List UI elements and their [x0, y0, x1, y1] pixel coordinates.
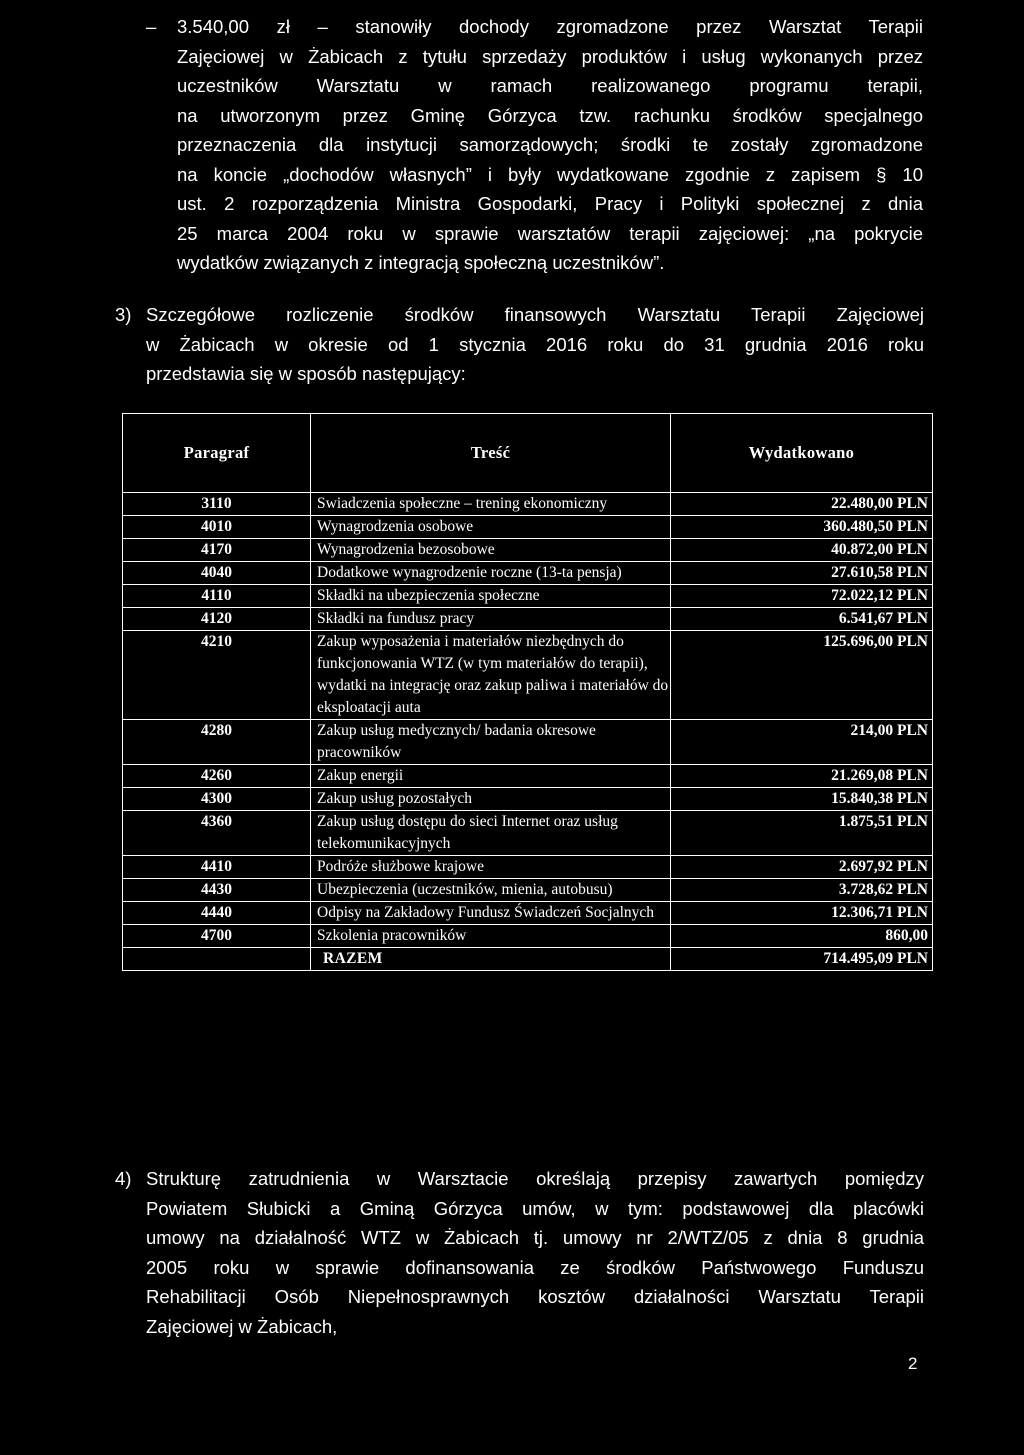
header-paragraf: Paragraf — [123, 414, 311, 493]
row-amount: 40.872,00 PLN — [671, 539, 933, 562]
text-line: na utworzonym przez Gminę Górzyca tzw. rachunku środków specjalnego — [177, 104, 923, 126]
table-row — [123, 562, 933, 585]
row-code: 4260 — [123, 765, 311, 788]
row-description: Wynagrodzenia osobowe — [311, 516, 671, 539]
text-line: w Żabicach w okresie od 1 stycznia 2016 roku do 31 grudnia 2016 roku — [146, 333, 924, 355]
text-line: Strukturę zatrudnienia w Warsztacie określają przepisy zawartych pomiędzy — [146, 1168, 924, 1189]
row-code: 3110 — [123, 493, 311, 516]
row-amount: 12.306,71 PLN — [671, 902, 933, 925]
text-line: Szczegółowe rozliczenie środków finansowych Warsztatu Terapii Zajęciowej — [146, 304, 924, 325]
table-row — [123, 902, 933, 925]
row-code: 4040 — [123, 562, 311, 585]
row-amount: 2.697,92 PLN — [671, 856, 933, 879]
row-code: 4440 — [123, 902, 311, 925]
list-number: 4) — [115, 1168, 132, 1189]
row-amount: 125.696,00 PLN — [671, 631, 933, 720]
row-amount: 15.840,38 PLN — [671, 788, 933, 811]
table-row — [123, 631, 933, 720]
page-number: 2 — [908, 1354, 918, 1373]
row-code: 4410 — [123, 856, 311, 879]
text-line: przedstawia się w sposób następujący: — [146, 363, 466, 384]
row-amount: 3.728,62 PLN — [671, 879, 933, 902]
total-label: RAZEM — [311, 948, 671, 971]
text-line: 3.540,00 zł – stanowiły dochody zgromadzone przez Warsztat Terapii — [177, 16, 923, 37]
table-header-row — [123, 414, 933, 493]
row-code: 4360 — [123, 811, 311, 856]
row-description: Składki na fundusz pracy — [311, 608, 671, 631]
row-amount: 22.480,00 PLN — [671, 493, 933, 516]
paragraph-employment — [146, 1164, 924, 1341]
list-number: 3) — [115, 304, 132, 325]
row-code: 4280 — [123, 720, 311, 765]
expenditure-table — [122, 413, 933, 971]
paragraph-income — [177, 12, 923, 278]
row-code: 4110 — [123, 585, 311, 608]
table-row — [123, 539, 933, 562]
table-body — [123, 493, 933, 971]
row-amount: 360.480,50 PLN — [671, 516, 933, 539]
text-line: ust. 2 rozporządzenia Ministra Gospodarki, Pracy i Polityki społecznej z dnia — [177, 193, 923, 214]
table-row — [123, 585, 933, 608]
table-total-row — [123, 948, 933, 971]
row-amount: 6.541,67 PLN — [671, 608, 933, 631]
total-amount: 714.495,09 PLN — [671, 948, 933, 971]
header-tresc: Treść — [311, 414, 671, 493]
text-line: Rehabilitacji Osób Niepełnosprawnych kosztów działalności Warsztatu Terapii — [146, 1286, 924, 1307]
table-row — [123, 811, 933, 856]
table-row — [123, 856, 933, 879]
row-amount: 860,00 — [671, 925, 933, 948]
row-code: 4170 — [123, 539, 311, 562]
text-line: Powiatem Słubicki a Gminą Górzyca umów, w tym: podstawowej dla placówki — [146, 1197, 924, 1219]
row-description: Składki na ubezpieczenia społeczne — [311, 585, 671, 608]
row-description: Odpisy na Zakładowy Fundusz Świadczeń Socjalnych — [311, 902, 671, 925]
text-line: umowy na działalność WTZ w Żabicach tj. umowy nr 2/WTZ/05 z dnia 8 grudnia — [146, 1227, 924, 1248]
row-amount: 72.022,12 PLN — [671, 585, 933, 608]
text-line: przeznaczenia dla instytucji samorządowych; środki te zostały zgromadzone — [177, 134, 923, 155]
row-description: Zakup usług dostępu do sieci Internet oraz usług telekomunikacyjnych — [311, 811, 671, 856]
paragraph-settlement — [146, 300, 924, 389]
row-code: 4120 — [123, 608, 311, 631]
text-line: 2005 roku w sprawie dofinansowania ze środków Państwowego Funduszu — [146, 1256, 924, 1278]
table-row — [123, 879, 933, 902]
row-description: Podróże służbowe krajowe — [311, 856, 671, 879]
text-line: na koncie „dochodów własnych” i były wydatkowane zgodnie z zapisem § 10 — [177, 163, 923, 185]
row-amount: 214,00 PLN — [671, 720, 933, 765]
table-row — [123, 925, 933, 948]
row-code: 4430 — [123, 879, 311, 902]
row-description: Zakup usług medycznych/ badania okresowe pracowników — [311, 720, 671, 765]
row-description: Dodatkowe wynagrodzenie roczne (13-ta pensja) — [311, 562, 671, 585]
row-description: Ubezpieczenia (uczestników, mienia, autobusu) — [311, 879, 671, 902]
table-row — [123, 788, 933, 811]
row-code: 4700 — [123, 925, 311, 948]
row-description: Swiadczenia społeczne – trening ekonomiczny — [311, 493, 671, 516]
text-line: Zajęciowej w Żabicach z tytułu sprzedaży produktów i usług wykonanych przez — [177, 45, 923, 67]
total-code-cell — [123, 948, 311, 971]
row-amount: 1.875,51 PLN — [671, 811, 933, 856]
text-line: uczestników Warsztatu w ramach realizowanego programu terapii, — [177, 75, 923, 96]
row-description: Wynagrodzenia bezosobowe — [311, 539, 671, 562]
row-code: 4010 — [123, 516, 311, 539]
row-amount: 21.269,08 PLN — [671, 765, 933, 788]
table-row — [123, 516, 933, 539]
table-row — [123, 493, 933, 516]
row-amount: 27.610,58 PLN — [671, 562, 933, 585]
row-code: 4300 — [123, 788, 311, 811]
list-dash: – — [146, 16, 157, 37]
row-description: Zakup energii — [311, 765, 671, 788]
table-row — [123, 765, 933, 788]
row-code: 4210 — [123, 631, 311, 720]
row-description: Zakup usług pozostałych — [311, 788, 671, 811]
table-row — [123, 720, 933, 765]
text-line: Zajęciowej w Żabicach, — [146, 1315, 338, 1337]
table-row — [123, 608, 933, 631]
row-description: Zakup wyposażenia i materiałów niezbędnych do funkcjonowania WTZ (w tym materiałów do terapii), wydatki na integrację oraz zakup paliwa i materiałów do eksploatacji auta — [311, 631, 671, 720]
text-line: wydatków związanych z integracją społeczną uczestników”. — [177, 252, 665, 273]
row-description: Szkolenia pracowników — [311, 925, 671, 948]
header-wydatkowano: Wydatkowano — [671, 414, 933, 493]
text-line: 25 marca 2004 roku w sprawie warsztatów terapii zajęciowej: „na pokrycie — [177, 222, 923, 244]
